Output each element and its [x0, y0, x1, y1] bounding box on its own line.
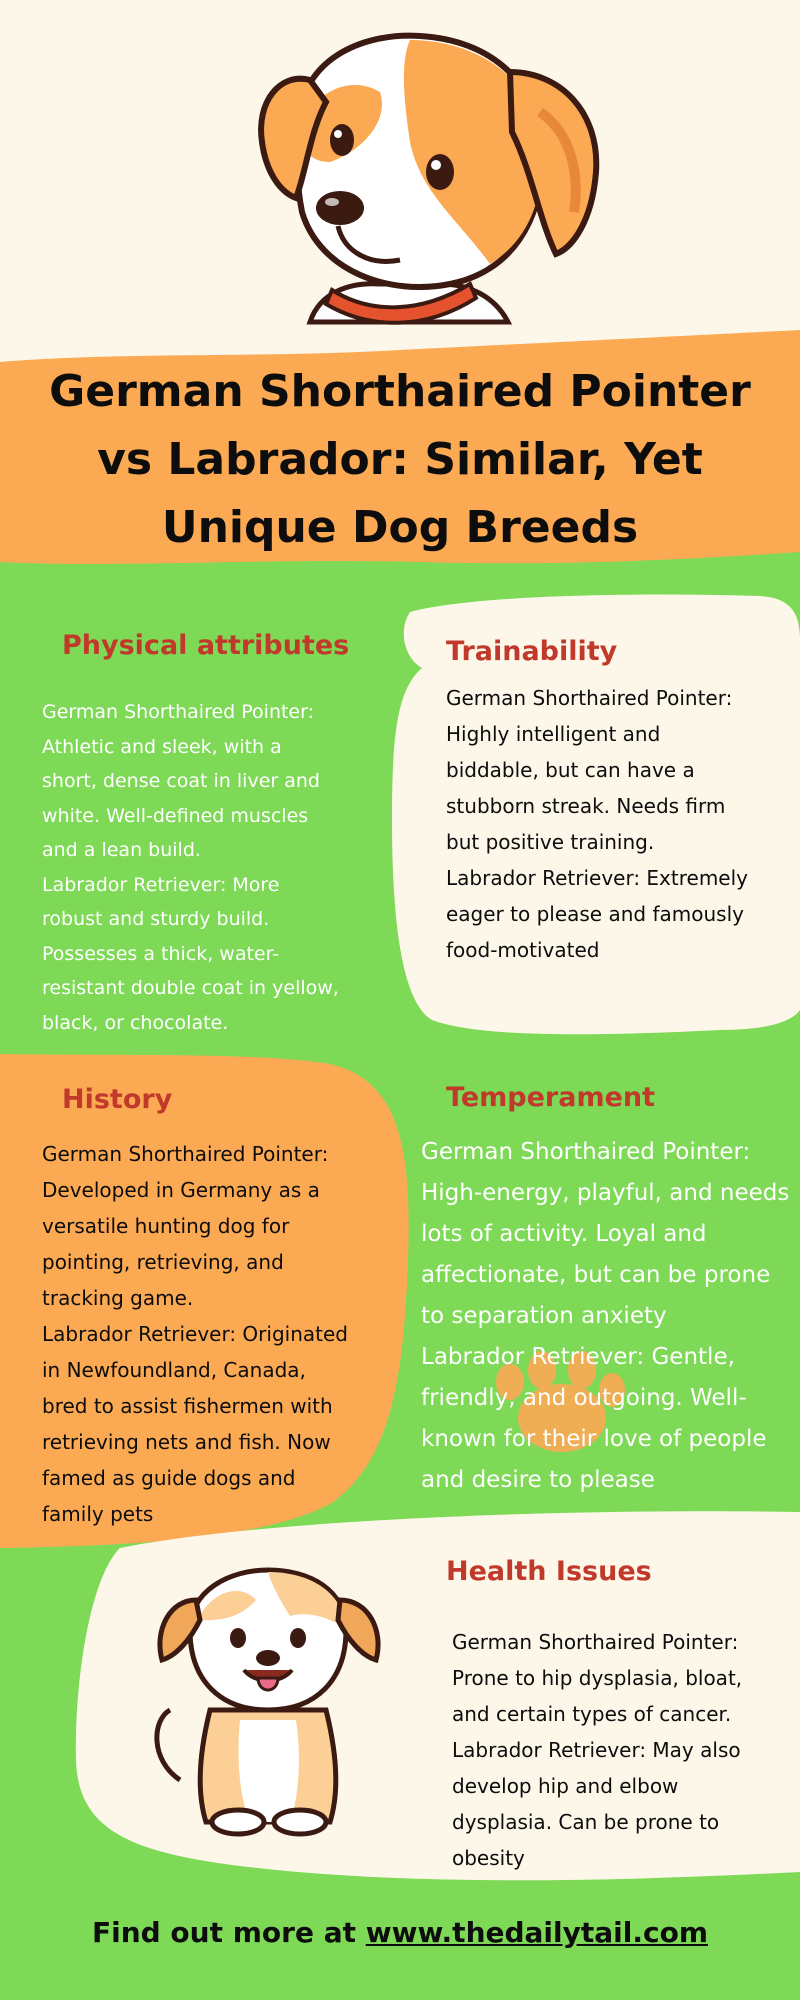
temperament-gsp-text: German Shorthaired Pointer: High-energy, playful, and needs lots of activity. Loyal and affectionate, but can be prone to separation anxiety	[421, 1139, 790, 1329]
health-gsp-text: German Shorthaired Pointer: Prone to hip dysplasia, bloat, and certain types of cancer.	[452, 1630, 743, 1726]
temperament-text	[421, 1132, 793, 1501]
section-title-health-issues: Health Issues	[446, 1556, 652, 1587]
section-title-trainability: Trainability	[446, 636, 618, 667]
trainability-gsp-text: German Shorthaired Pointer: Highly intelligent and biddable, but can have a stubborn streak. Needs firm but positive training.	[446, 686, 733, 854]
health-lab-text: Labrador Retriever: May also develop hip and elbow dysplasia. Can be prone to obesity	[452, 1738, 741, 1870]
physical-gsp-text: German Shorthaired Pointer: Athletic and sleek, with a short, dense coat in liver and white. Well-defined muscles and a lean build.	[42, 701, 320, 861]
sitting-puppy-illustration	[140, 1560, 400, 1840]
page-title: German Shorthaired Pointer vs Labrador: Similar, Yet Unique Dog Breeds	[49, 366, 751, 553]
section-title-history: History	[62, 1084, 173, 1115]
physical-lab-text: Labrador Retriever: More robust and sturdy build. Possesses a thick, water-resistant double coat in yellow, black, or chocolate.	[42, 873, 339, 1034]
health-issues-text	[452, 1624, 752, 1876]
footer-prefix: Find out more at	[91, 1916, 356, 1949]
section-title-temperament: Temperament	[446, 1082, 656, 1113]
temperament-lab-text: Labrador Retriever: Gentle, friendly, and outgoing. Well-known for their love of people and desire to please	[421, 1344, 767, 1493]
history-text	[42, 1136, 357, 1532]
trainability-lab-text: Labrador Retriever: Extremely eager to please and famously food-motivated	[446, 866, 749, 962]
section-title-physical-attributes: Physical attributes	[62, 630, 350, 661]
history-lab-text: Labrador Retriever: Originated in Newfoundland, Canada, bred to assist fishermen with retrieving nets and fish. Now famed as guide dogs and family pets	[42, 1322, 348, 1526]
footer-website-link[interactable]: www.thedailytail.com	[365, 1916, 708, 1949]
history-gsp-text: German Shorthaired Pointer: Developed in Germany as a versatile hunting dog for pointing, retrieving, and tracking game.	[42, 1142, 329, 1310]
footer	[0, 1916, 800, 1949]
dog-head-illustration	[240, 22, 620, 352]
physical-attributes-text	[42, 695, 342, 1040]
trainability-text	[446, 680, 756, 968]
